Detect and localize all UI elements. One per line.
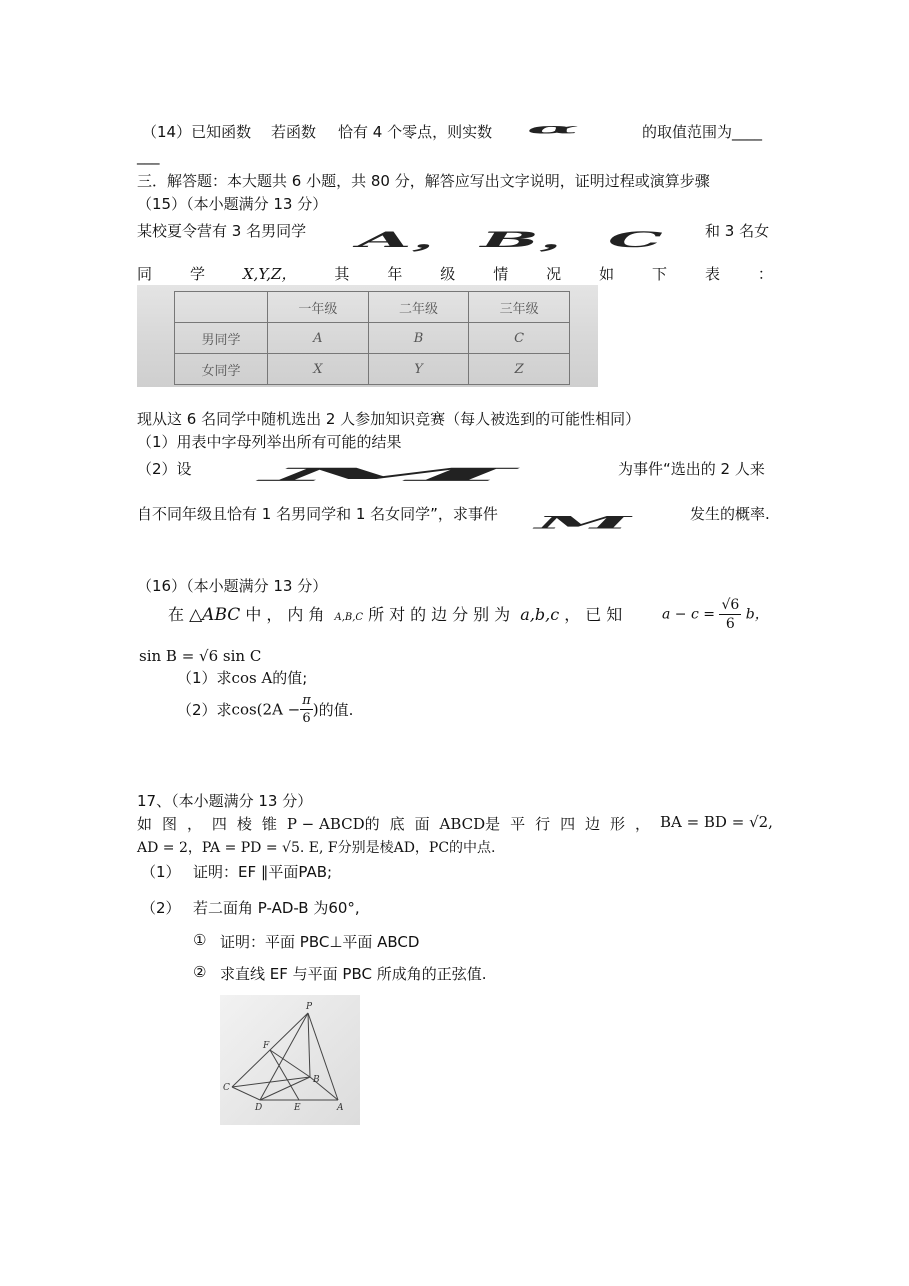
table-cell: 女同学: [175, 354, 268, 385]
q17-char: 锥: [261, 815, 277, 833]
q15-xyz: X,Y,Z，: [242, 265, 297, 283]
q14-mid2: 恰有 4 个零点，则实数: [338, 123, 493, 141]
label-d: D: [255, 1103, 263, 1113]
q17-char: 四: [560, 815, 576, 833]
grade-table: [174, 291, 570, 385]
q16-p2-tail: 的值.: [318, 701, 354, 719]
q15-char: 级: [440, 265, 456, 283]
q14-mid1: 若函数: [271, 123, 317, 141]
q15-char: 下: [652, 265, 668, 283]
table-cell: [175, 292, 268, 323]
table-cell: X: [268, 354, 369, 385]
label-b: B: [313, 1075, 320, 1085]
fraction: [300, 694, 313, 725]
edge-pd: [260, 1013, 308, 1100]
q17-char: ，: [634, 815, 650, 833]
label-c: C: [223, 1083, 230, 1093]
table-cell: Y: [368, 354, 469, 385]
q17-char: 四: [211, 815, 227, 833]
label-a: A: [337, 1103, 344, 1113]
table-row: [175, 354, 570, 385]
q15-header: （15）（本小题满分 13 分）: [137, 195, 328, 213]
q16-text: 所对的边分别为: [368, 605, 516, 624]
q15-table-image: [137, 285, 598, 387]
label-f: F: [263, 1041, 270, 1051]
q17-char: 如: [137, 815, 153, 833]
q16-p1-tail: 的值;: [272, 669, 308, 687]
q15-char: ：: [757, 265, 773, 283]
fraction-den: 6: [302, 711, 311, 726]
q17-base: ABCD是: [439, 815, 501, 833]
table-cell: 一年级: [268, 292, 369, 323]
q17-part2-num: （2）: [141, 899, 181, 917]
table-row: [175, 292, 570, 323]
q17-part1-num: （1）: [141, 863, 181, 881]
q15-char: 况: [546, 265, 562, 283]
q17-char: 边: [585, 815, 601, 833]
q15-part1: （1）用表中字母列举出所有可能的结果: [137, 433, 402, 451]
q17-sub2: 求直线 EF 与平面 PBC 所成角的正弦值.: [220, 965, 487, 983]
q17-char: 形: [610, 815, 626, 833]
q14-line: [142, 121, 251, 142]
table-cell: 三年级: [469, 292, 570, 323]
q15-char: 如: [599, 265, 615, 283]
table-cell: 男同学: [175, 323, 268, 354]
q17-char: 图: [161, 815, 177, 833]
q15-abc-image: A，B，C: [358, 228, 663, 253]
q16-line2: sin B = √6 sin C: [139, 647, 262, 665]
table-cell: 二年级: [368, 292, 469, 323]
q15-char: 学: [189, 265, 205, 283]
q16-p2-label: （2）求: [177, 701, 232, 719]
q15-char: 其: [334, 265, 350, 283]
q16-text: ，已知: [564, 605, 628, 624]
q15-line2: [137, 263, 773, 284]
pyramid-diagram: [220, 995, 360, 1125]
q17-char: 底: [389, 815, 405, 833]
q16-equation: [662, 598, 769, 631]
q17-char: 面: [414, 815, 430, 833]
q15-char: 表: [704, 265, 720, 283]
q15-part2-line2: 自不同年级且恰有 1 名男同学和 1 名女同学”，求事件: [137, 505, 498, 523]
q15-char: 同: [137, 265, 153, 283]
eq-right: b，: [745, 606, 769, 623]
q17-char: 棱: [236, 815, 252, 833]
q17-part1: 证明：EF ∥平面PAB;: [193, 863, 333, 881]
q15-line1-prefix: 某校夏令营有 3 名男同学: [137, 222, 307, 240]
table-cell: B: [368, 323, 469, 354]
q15-m-image: M: [262, 463, 515, 486]
q17-char: ，: [186, 815, 202, 833]
q17-ba-bd: BA = BD = √2,: [659, 813, 773, 831]
fraction-den: 6: [725, 616, 735, 632]
q17-header: 17、（本小题满分 13 分）: [137, 792, 313, 810]
q15-m2-image: M: [535, 512, 631, 533]
q16-p2-math-right: ): [312, 700, 319, 719]
q16-line1: [168, 602, 627, 625]
label-e: E: [294, 1103, 301, 1113]
eq-left: a − c =: [662, 606, 715, 623]
q17-line2: AD = 2，PA = PD = √5. E, F分别是棱AD，PC的中点.: [137, 840, 496, 856]
q16-sides: a,b,c: [520, 605, 560, 624]
table-cell: Z: [469, 354, 570, 385]
q17-line1: [137, 813, 773, 834]
q17-char: 平: [510, 815, 526, 833]
q16-header: （16）（本小题满分 13 分）: [137, 577, 328, 595]
q17-char: 行: [535, 815, 551, 833]
q15-line3: 现从这 6 名同学中随机选出 2 人参加知识竞赛（每人被选到的可能性相同）: [137, 410, 641, 428]
table-cell: C: [469, 323, 570, 354]
q17-part2: 若二面角 P-AD-B 为60°,: [193, 899, 360, 917]
pyramid-figure: [220, 995, 360, 1125]
q17-sub1: 证明：平面 PBC⊥平面 ABCD: [220, 933, 420, 951]
q15-line1-suffix: 和 3 名女: [705, 222, 770, 240]
q14-alpha-image: α: [527, 120, 580, 138]
label-p: P: [306, 1002, 313, 1012]
table-cell: A: [268, 323, 369, 354]
q17-pyramid: P − ABCD的: [286, 815, 380, 833]
q15-part2-line2-suffix: 发生的概率.: [690, 505, 770, 523]
q16-p1-math: cos A: [231, 669, 273, 687]
q16-part1: [177, 667, 307, 688]
q16-p1-label: （1）求: [177, 669, 232, 687]
q14-suffix: 的取值范围为____: [642, 123, 763, 141]
q16-part2: [177, 694, 353, 725]
q15-char: 年: [387, 265, 403, 283]
q16-text: 中，内角: [245, 605, 330, 624]
section3-heading: 三．解答题：本大题共 6 小题，共 80 分，解答应写出文字说明，证明过程或演算步骤: [137, 172, 710, 190]
table-row: [175, 323, 570, 354]
q17-sub1-num: ①: [193, 931, 207, 949]
fraction-num: π: [302, 693, 311, 708]
fraction: [719, 598, 741, 631]
q14-blank-tail: ___: [137, 147, 160, 165]
edge-pb: [308, 1013, 310, 1077]
q17-sub2-num: ②: [193, 963, 207, 981]
q16-p2-math-left: cos(2A −: [231, 700, 301, 719]
q15-char: 情: [493, 265, 509, 283]
edge-cd: [232, 1087, 260, 1100]
q14-prefix: （14）已知函数: [142, 123, 252, 141]
q16-triangle: △ABC: [189, 605, 241, 625]
edge-pa: [308, 1013, 338, 1100]
fraction-num: √6: [721, 597, 740, 613]
q16-text: 在: [168, 605, 185, 624]
q16-angles: A,B,C: [334, 612, 364, 623]
q15-part2-suffix: 为事件“选出的 2 人来: [618, 460, 765, 478]
q15-part2-prefix: （2）设: [137, 460, 192, 478]
segment-fb: [270, 1050, 310, 1077]
